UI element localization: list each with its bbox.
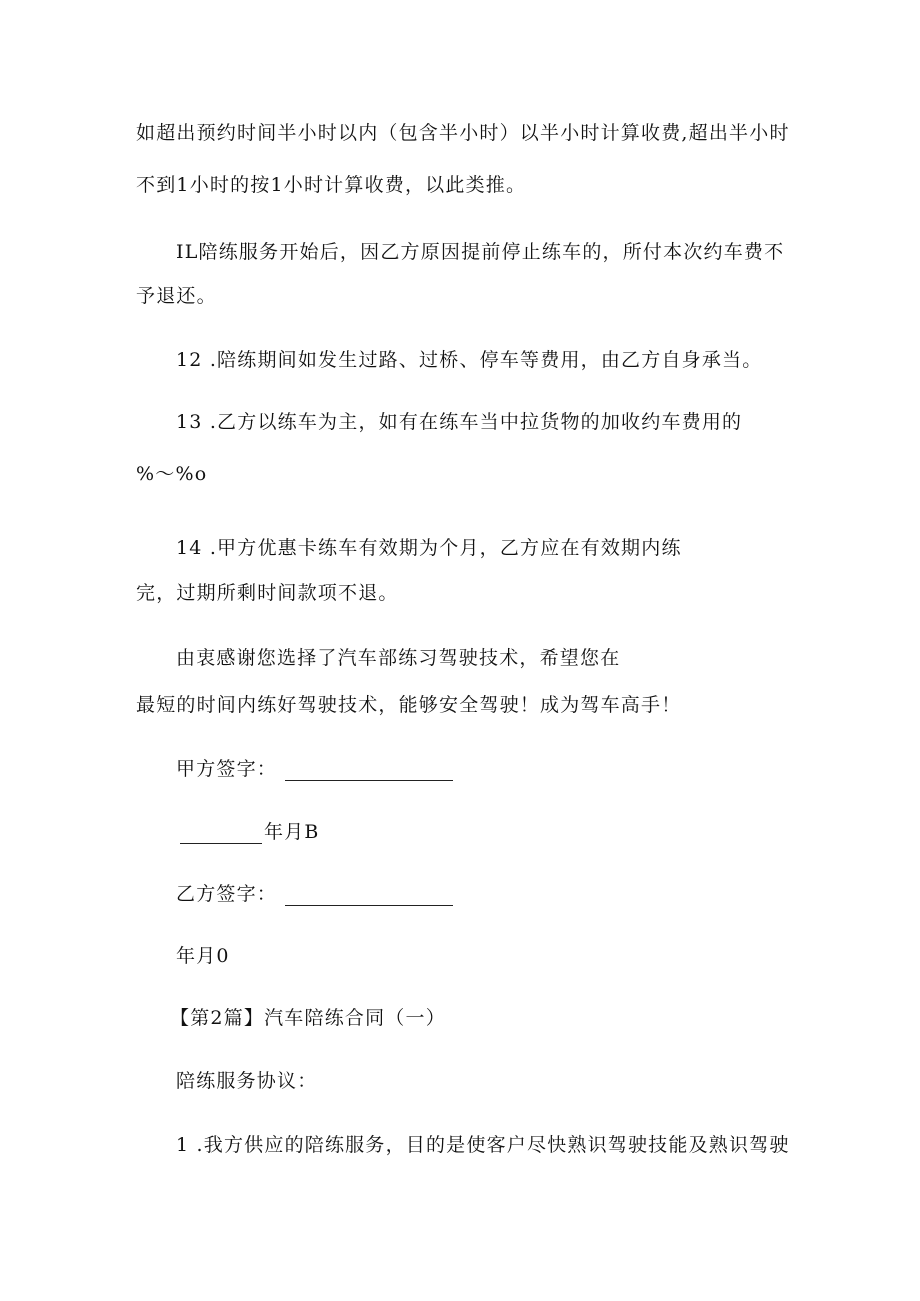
party-b-date: 年月0 <box>176 945 230 967</box>
clause-11-line-1: IL陪练服务开始后，因乙方原因提前停止练车的，所付本次约车费不 <box>176 241 785 263</box>
paragraph-line-2: 不到1小时的按1小时计算收费，以此类推。 <box>136 174 527 196</box>
thanks-line-1: 由衷感谢您选择了汽车部练习驾驶技术，希望您在 <box>176 647 621 669</box>
agreement-heading: 陪练服务协议： <box>176 1070 318 1092</box>
party-a-date-label: 年月B <box>264 821 320 843</box>
party-a-date <box>180 820 320 844</box>
agreement-item-1: 1 .我方供应的陪练服务，目的是使客户尽快熟识驾驶技能及熟识驾驶 <box>176 1134 790 1156</box>
party-b-signature <box>176 882 453 906</box>
party-a-signature-label: 甲方签字： <box>176 758 278 780</box>
clause-14-line-1: 14 .甲方优惠卡练车有效期为个月，乙方应在有效期内练 <box>176 537 682 559</box>
section-title: 【第2篇】汽车陪练合同（一） <box>170 1007 446 1029</box>
clause-13-line-2: %～%o <box>136 463 208 485</box>
party-a-date-blank <box>180 825 262 844</box>
clause-14-line-2: 完，过期所剩时间款项不退。 <box>136 582 399 604</box>
thanks-line-2: 最短的时间内练好驾驶技术，能够安全驾驶！成为驾车高手！ <box>136 694 682 716</box>
clause-11-line-2: 予退还。 <box>136 285 217 307</box>
party-a-signature-blank <box>285 762 453 781</box>
paragraph-line-1: 如超出预约时间半小时以内（包含半小时）以半小时计算收费,超出半小时 <box>136 122 790 144</box>
clause-12: 12 .陪练期间如发生过路、过桥、停车等费用，由乙方自身承当。 <box>176 349 763 371</box>
party-b-signature-label: 乙方签字： <box>176 883 278 905</box>
clause-13-line-1: 13 .乙方以练车为主，如有在练车当中拉货物的加收约车费用的 <box>176 411 743 433</box>
party-b-signature-blank <box>285 887 453 906</box>
party-a-signature <box>176 757 453 781</box>
